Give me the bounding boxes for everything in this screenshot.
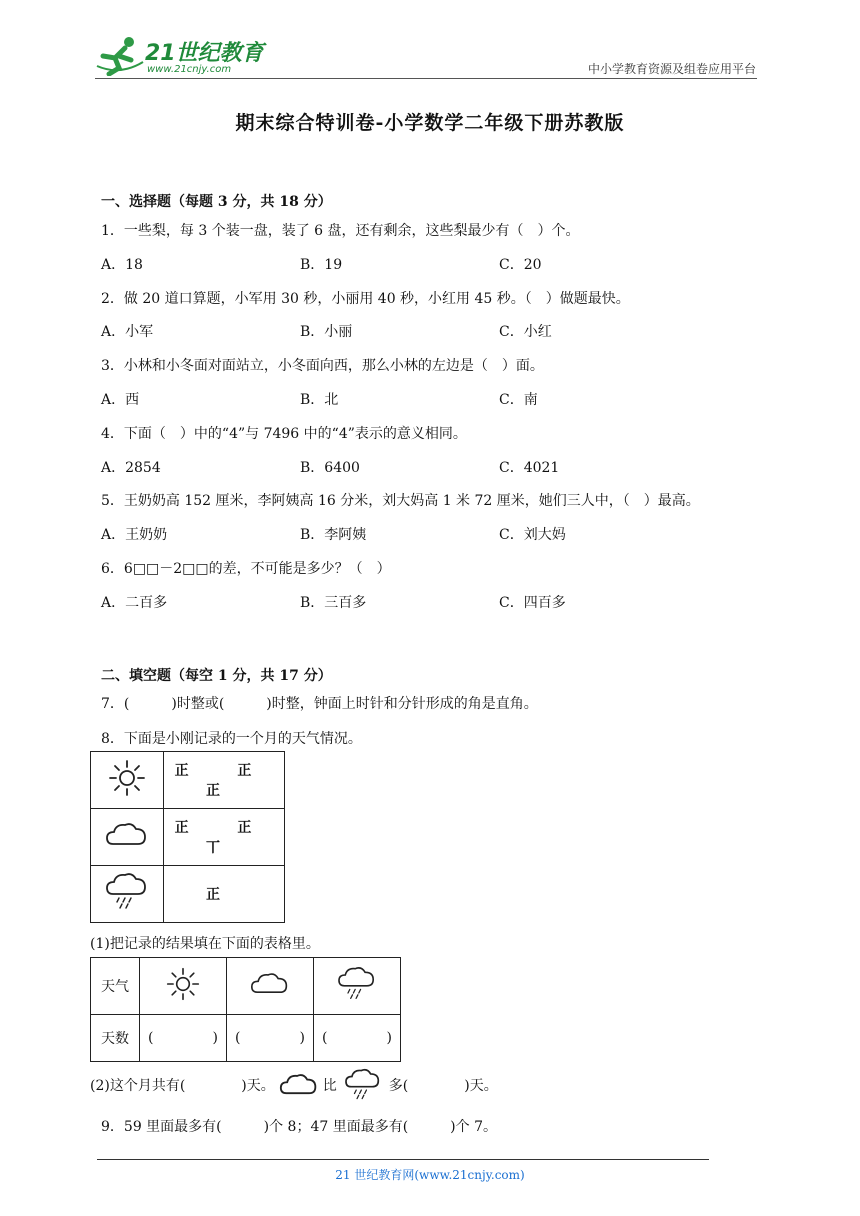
footer-text: 21 世纪教育网(www.21cnjy.com) [335, 1168, 525, 1182]
q5-option-b: B．李阿姨 [300, 527, 367, 543]
tally-row-sunny [91, 752, 285, 809]
results-cloud-cell [227, 958, 314, 1015]
q6-option-b: B．三百多 [300, 595, 367, 611]
section2-heading: 二、填空题（每空 1 分，共 17 分） [101, 668, 332, 684]
question-8: 8．下面是小刚记录的一个月的天气情况。 [101, 731, 362, 747]
q6-option-c: C．四百多 [499, 595, 566, 611]
question-2: 2．做 20 道口算题，小军用 30 秒，小丽用 40 秒，小红用 45 秒。（ ）做题最快。 [101, 291, 630, 307]
runner-logo-icon [95, 36, 145, 76]
q1-option-c: C．20 [499, 257, 542, 273]
weather-label-cell: 天气 [91, 958, 140, 1015]
question-6: 6．6□□－2□□的差，不可能是多少？（ ） [101, 561, 391, 577]
logo-brand: 21世纪教育 [145, 41, 264, 66]
logo [95, 36, 265, 80]
q4-option-b: B．6400 [300, 460, 360, 476]
question-4: 4．下面（ ）中的“4”与 7496 中的“4”表示的意义相同。 [101, 426, 467, 442]
section1-heading: 一、选择题（每题 3 分，共 18 分） [101, 194, 332, 210]
q6-option-a: A．二百多 [101, 595, 168, 611]
q5-option-c: C．刘大妈 [499, 527, 566, 543]
header-platform-text: 中小学教育资源及组卷应用平台 [587, 62, 756, 76]
question-5: 5．王奶奶高 152 厘米，李阿姨高 16 分米，刘大妈高 1 米 72 厘米，她们三人中，（ ）最高。 [101, 493, 700, 509]
results-table [90, 957, 401, 1062]
results-sun-cell [140, 958, 227, 1015]
rain-cloud-icon [343, 1068, 383, 1102]
q3-option-a: A．西 [101, 392, 140, 408]
rain-days-blank[interactable]: ( ) [314, 1015, 401, 1062]
tally-sun-cell [91, 752, 164, 809]
question-1: 1．一些梨，每 3 个装一盘，装了 6 盘，还有剩余，这些梨最少有（ ）个。 [101, 223, 580, 239]
sub-question-1: (1)把记录的结果填在下面的表格里。 [90, 936, 320, 952]
logo-url: www.21cnjy.com [147, 64, 232, 75]
question-7: 7．( )时整或( )时整，钟面上时针和分针形成的角是直角。 [101, 696, 538, 712]
sun-icon [165, 966, 201, 1002]
days-label-cell: 天数 [91, 1015, 140, 1062]
tally-sun-marks: 正 正 正 [164, 752, 285, 809]
results-header-row [91, 958, 401, 1015]
q2-option-c: C．小红 [499, 324, 552, 340]
tally-row-cloudy [91, 809, 285, 866]
rain-cloud-icon [105, 872, 149, 912]
results-count-row [91, 1015, 401, 1062]
page-title: 期末综合特训卷-小学数学二年级下册苏教版 [235, 112, 625, 134]
tally-rain-marks: 正 [164, 866, 285, 923]
sub-question-2: (2)这个月共有( )天。 比 多( )天。 [90, 1068, 498, 1102]
q1-option-b: B．19 [300, 257, 343, 273]
q3-option-c: C．南 [499, 392, 538, 408]
question-3: 3．小林和小冬面对面站立，小冬面向西，那么小林的左边是（ ）面。 [101, 358, 544, 374]
q4-option-a: A．2854 [101, 460, 161, 476]
rain-cloud-icon [337, 966, 377, 1002]
header-divider [95, 78, 757, 79]
results-rain-cell [314, 958, 401, 1015]
question-9: 9．59 里面最多有( )个 8；47 里面最多有( )个 7。 [101, 1119, 497, 1135]
tally-cloud-marks: 正 正 丅 [164, 809, 285, 866]
q5-option-a: A．王奶奶 [101, 527, 168, 543]
footer-divider [97, 1159, 709, 1160]
sun-icon [107, 758, 147, 798]
tally-table [90, 751, 285, 923]
q4-option-c: C．4021 [499, 460, 560, 476]
q1-option-a: A．18 [101, 257, 143, 273]
cloud-days-blank[interactable]: ( ) [227, 1015, 314, 1062]
cloud-icon [250, 970, 290, 998]
tally-row-rainy [91, 866, 285, 923]
q2-option-a: A．小军 [101, 324, 154, 340]
cloud-icon [105, 820, 149, 850]
q2-option-b: B．小丽 [300, 324, 353, 340]
tally-rain-cell [91, 866, 164, 923]
sun-days-blank[interactable]: ( ) [140, 1015, 227, 1062]
q3-option-b: B．北 [300, 392, 339, 408]
tally-cloud-cell [91, 809, 164, 866]
cloud-icon [279, 1071, 319, 1099]
